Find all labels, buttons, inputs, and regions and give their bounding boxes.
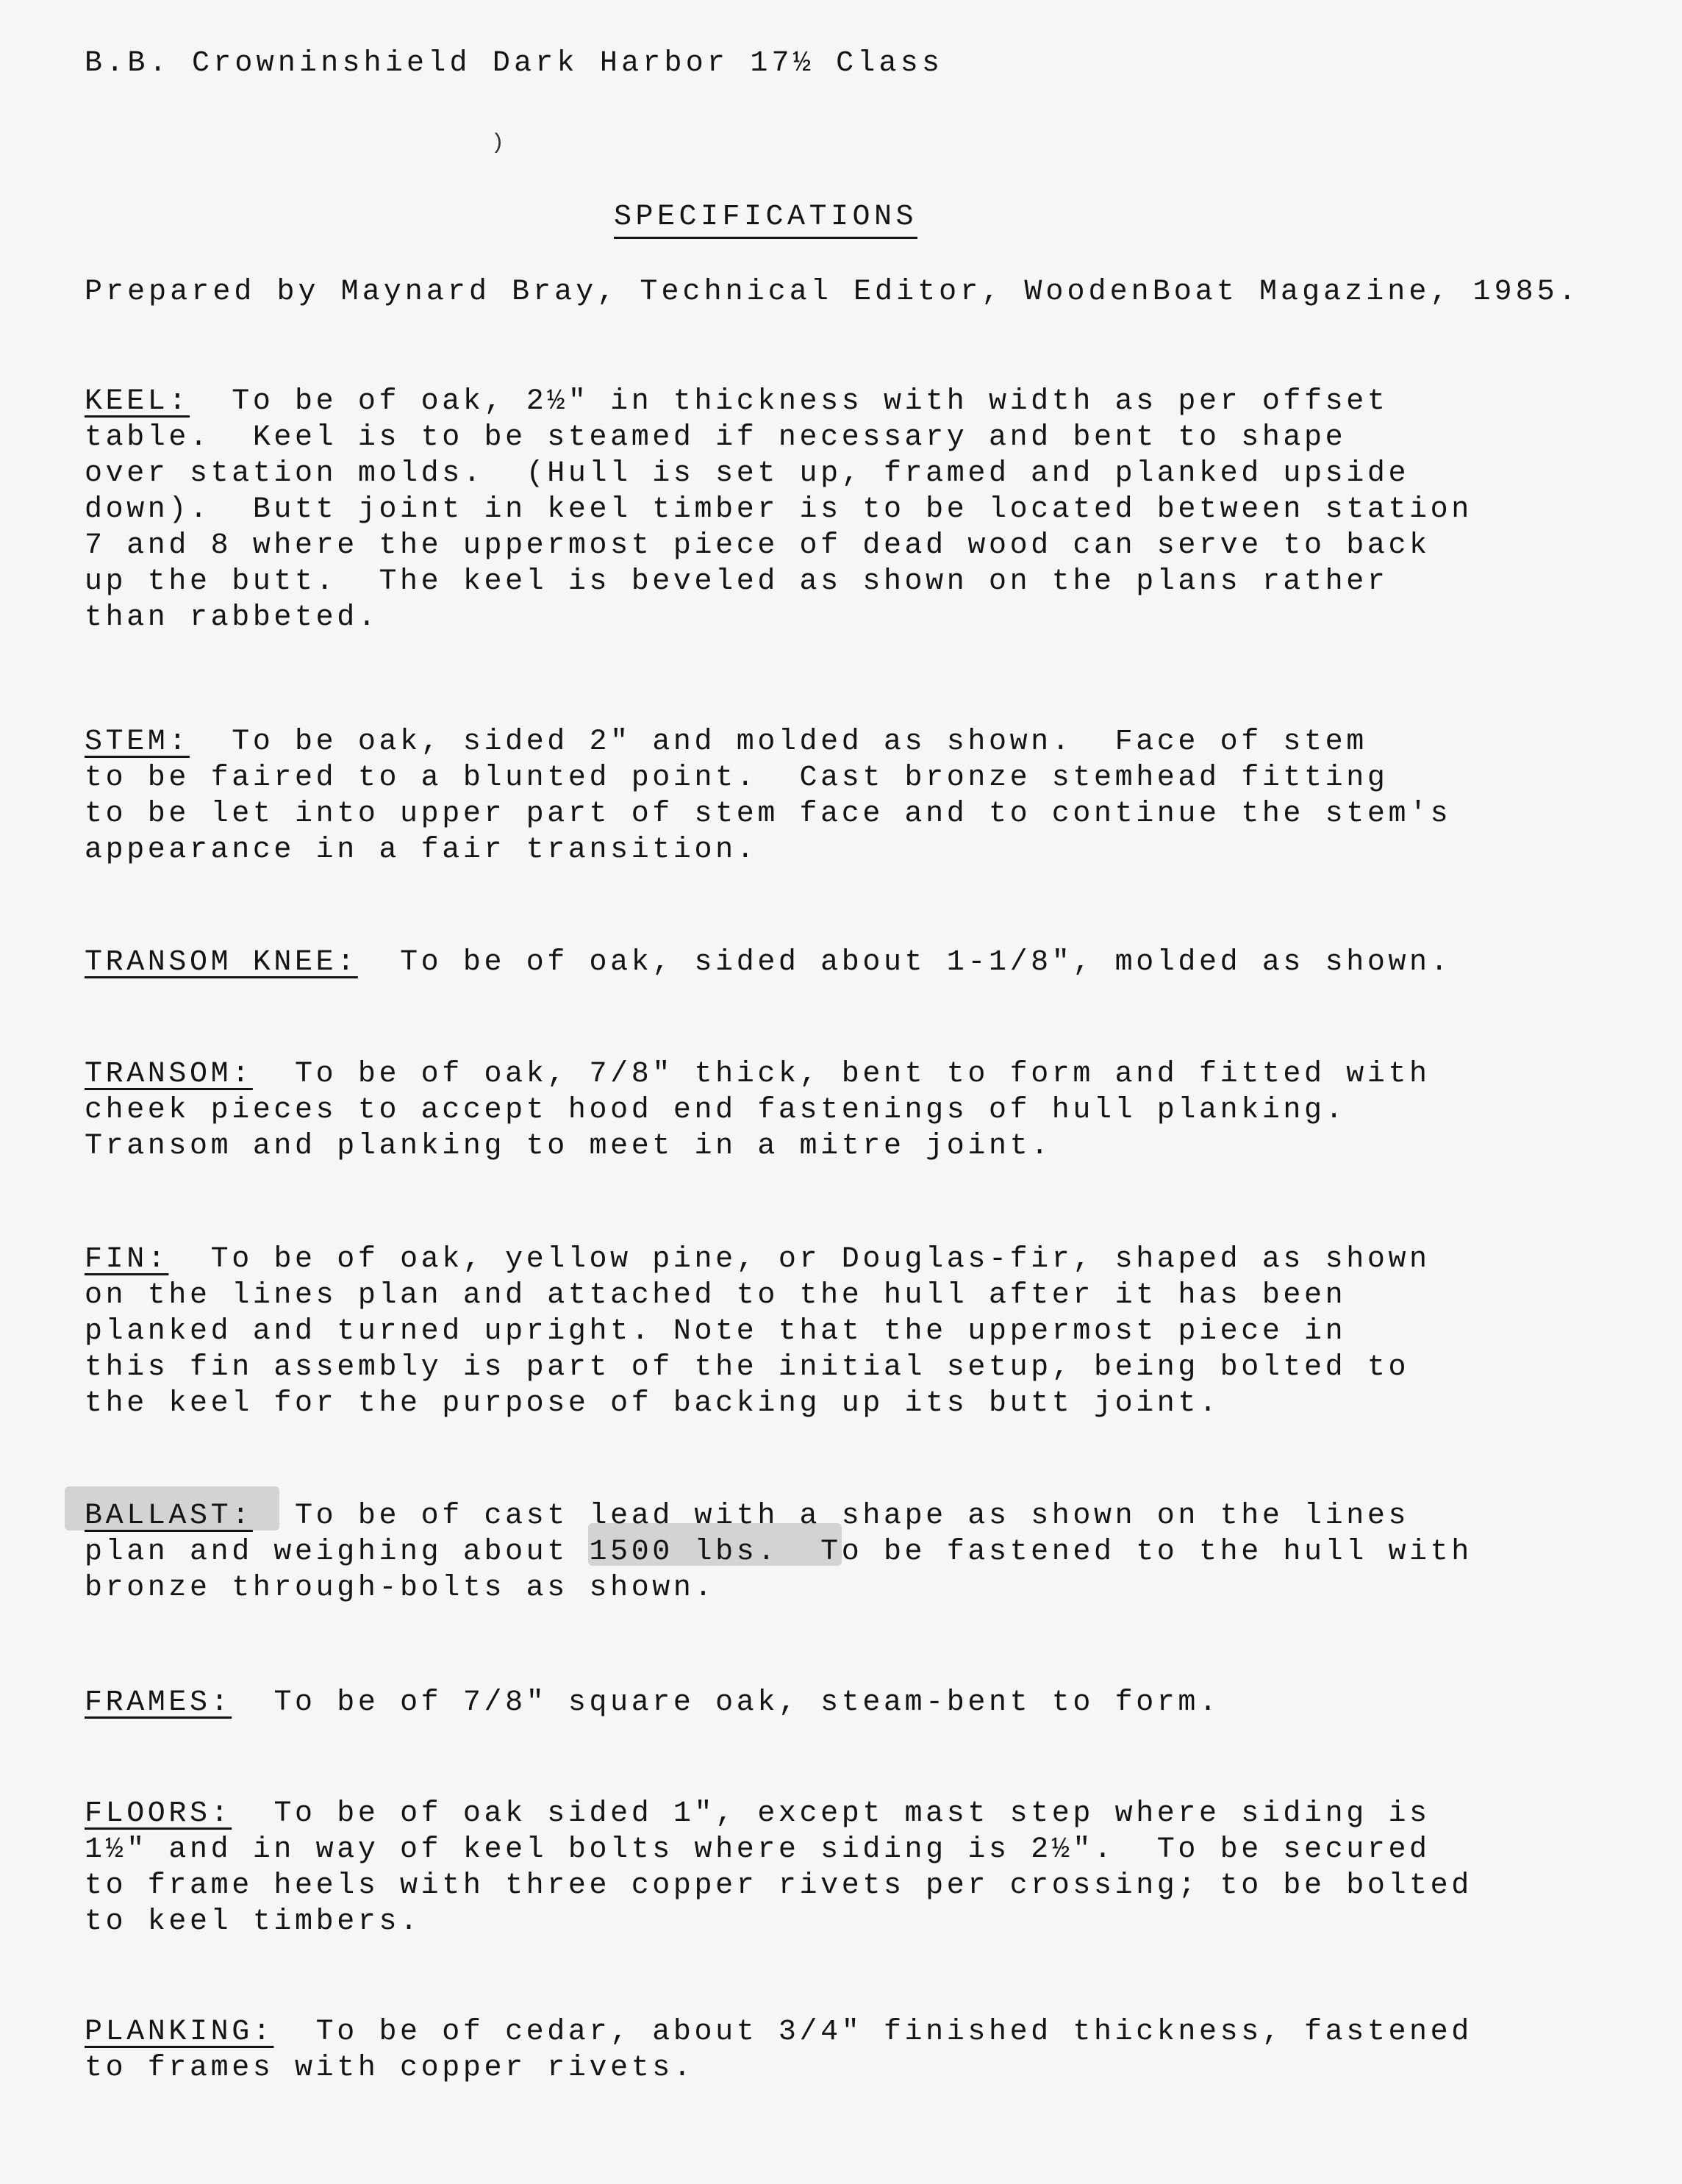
spec-line: FRAMES: To be of 7/8" square oak, steam-bent to form. (85, 1686, 1220, 1719)
spec-line: TRANSOM: To be of oak, 7/8" thick, bent to form and fitted with (85, 1058, 1431, 1091)
spec-line: to frame heels with three copper rivets per crossing; to be bolted (85, 1869, 1472, 1902)
spec-section-stem (0, 724, 1682, 868)
stray-pen-mark: ) (491, 131, 505, 156)
document-header: B.B. Crowninshield Dark Harbor 17½ Class (85, 47, 944, 80)
spec-line: than rabbeted. (85, 601, 379, 634)
spec-line: over station molds. (Hull is set up, framed and planked upside (85, 457, 1410, 490)
spec-label: FLOORS: (85, 1797, 232, 1830)
spec-section-transom-knee (0, 945, 1682, 981)
spec-line: to be let into upper part of stem face and to continue the stem's (85, 798, 1452, 831)
spec-line: KEEL: To be of oak, 2½" in thickness with width as per offset (85, 385, 1389, 418)
spec-label: PLANKING: (85, 2016, 274, 2049)
spec-line: 7 and 8 where the uppermost piece of dead wood can serve to back (85, 529, 1431, 562)
spec-line: Transom and planking to meet in a mitre joint. (85, 1130, 1052, 1163)
spec-line: this fin assembly is part of the initial setup, being bolted to (85, 1351, 1410, 1384)
spec-section-frames (0, 1685, 1682, 1721)
spec-line: the keel for the purpose of backing up its butt joint. (85, 1387, 1220, 1420)
spec-line: cheek pieces to accept hood end fastenings of hull planking. (85, 1094, 1347, 1127)
spec-line: TRANSOM KNEE: To be of oak, sided about 1-1/8", molded as shown. (85, 946, 1452, 979)
spec-line: up the butt. The keel is beveled as shown on the plans rather (85, 565, 1389, 598)
spec-line: to frames with copper rivets. (85, 2052, 695, 2085)
spec-line: to be faired to a blunted point. Cast bronze stemhead fitting (85, 762, 1389, 795)
spec-section-fin (0, 1242, 1682, 1422)
spec-line: STEM: To be oak, sided 2" and molded as shown. Face of stem (85, 726, 1367, 759)
spec-line: FLOORS: To be of oak sided 1", except mast step where siding is (85, 1797, 1431, 1830)
spec-line: appearance in a fair transition. (85, 834, 758, 867)
spec-section-floors (0, 1796, 1682, 1940)
spec-section-ballast (0, 1498, 1682, 1606)
spec-line: down). Butt joint in keel timber is to be located between station (85, 493, 1472, 526)
spec-line: FIN: To be of oak, yellow pine, or Douglas-fir, shaped as shown (85, 1243, 1431, 1276)
spec-label: TRANSOM: (85, 1058, 253, 1091)
spec-label: FIN: (85, 1243, 169, 1276)
spec-label: TRANSOM KNEE: (85, 946, 358, 979)
spec-line: BALLAST: To be of cast lead with a shape as shown on the lines (85, 1500, 1410, 1533)
spec-line: plan and weighing about 1500 lbs. To be fastened to the hull with (85, 1536, 1472, 1569)
spec-label: KEEL: (85, 385, 190, 418)
document-title: SPECIFICATIONS (614, 201, 917, 239)
spec-line: to keel timbers. (85, 1905, 421, 1938)
spec-line: on the lines plan and attached to the hull after it has been (85, 1279, 1347, 1312)
spec-line: 1½" and in way of keel bolts where siding is 2½". To be secured (85, 1833, 1431, 1866)
document-credit: Prepared by Maynard Bray, Technical Editor, WoodenBoat Magazine, 1985. (85, 276, 1580, 309)
spec-line: planked and turned upright. Note that the uppermost piece in (85, 1315, 1347, 1348)
spec-line: bronze through-bolts as shown. (85, 1572, 716, 1605)
spec-line: PLANKING: To be of cedar, about 3/4" finished thickness, fastened (85, 2016, 1472, 2049)
spec-label: FRAMES: (85, 1686, 232, 1719)
spec-label: BALLAST: (85, 1500, 253, 1533)
spec-label: STEM: (85, 726, 190, 759)
spec-section-keel (0, 384, 1682, 636)
spec-section-planking (0, 2014, 1682, 2086)
spec-line: table. Keel is to be steamed if necessary and bent to shape (85, 421, 1347, 454)
spec-section-transom (0, 1056, 1682, 1164)
